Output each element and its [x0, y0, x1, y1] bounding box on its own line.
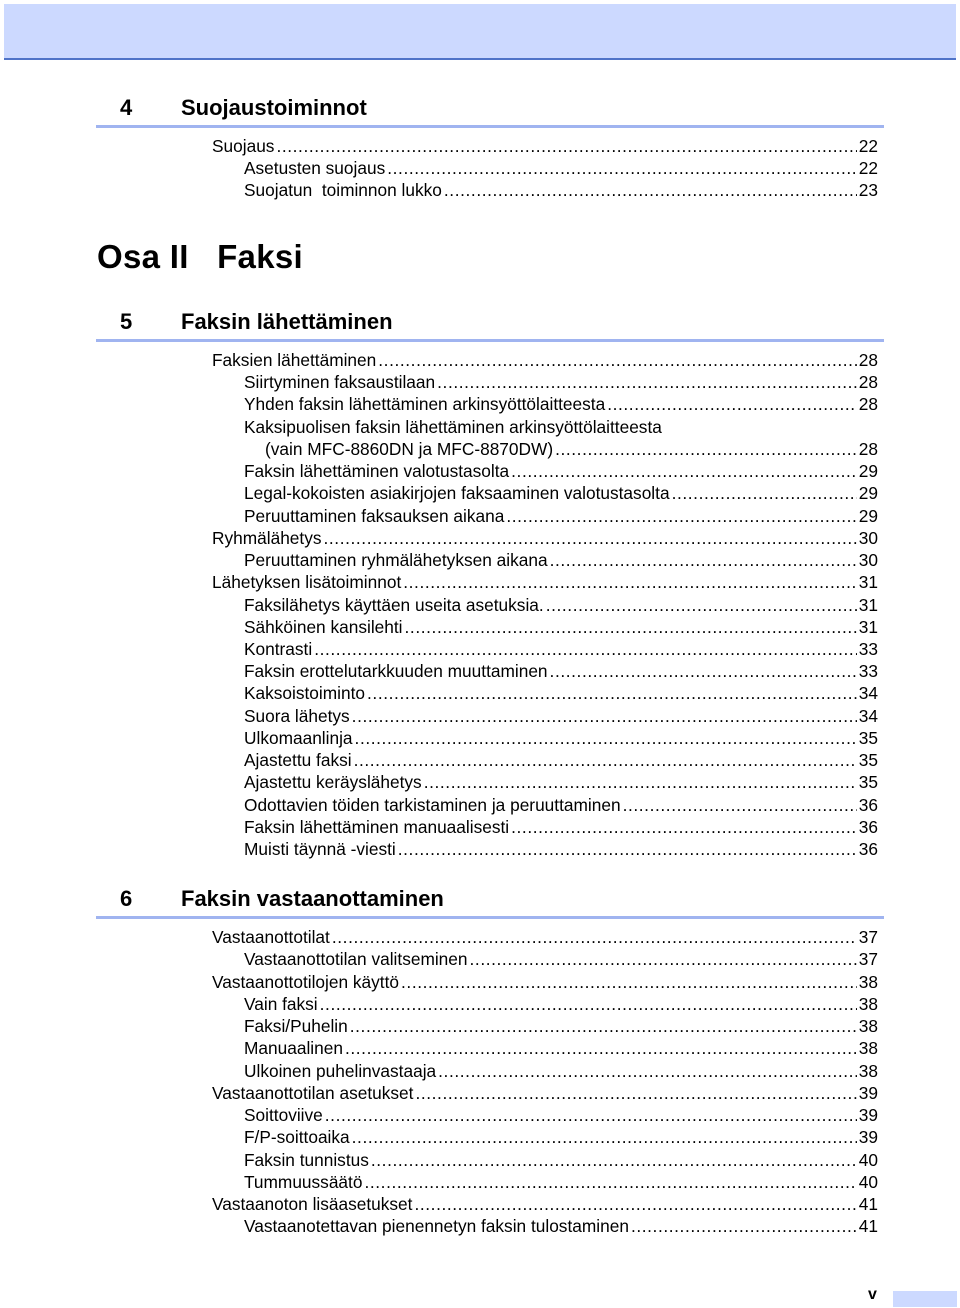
leader-dots [314, 638, 857, 660]
toc-entry[interactable] [244, 393, 878, 415]
toc-entry-label: Vastaanottotilan valitseminen [244, 949, 468, 969]
toc-entry[interactable] [244, 179, 878, 201]
toc-entry[interactable] [212, 926, 878, 948]
toc-entry-page: 41 [858, 1194, 878, 1214]
leader-dots [607, 393, 857, 415]
leader-dots [403, 571, 857, 593]
toc-entry-label: Ajastettu keräyslähetys [244, 772, 422, 792]
toc-entry-page: 33 [858, 661, 878, 681]
toc-entry-label: Tummuussäätö [244, 1172, 363, 1192]
toc-entry[interactable] [244, 371, 878, 393]
toc-entry-label: Soittoviive [244, 1105, 323, 1125]
leader-dots [405, 616, 857, 638]
toc-entry-label: Vastaanoton lisäasetukset [212, 1194, 413, 1214]
leader-dots [378, 349, 857, 371]
leader-dots [324, 527, 857, 549]
leader-dots [506, 505, 856, 527]
toc-entry[interactable] [244, 771, 878, 793]
toc-entry-label: Asetusten suojaus [244, 158, 386, 178]
leader-dots [350, 1015, 857, 1037]
leader-dots [332, 926, 857, 948]
toc-entry[interactable] [244, 705, 878, 727]
toc-entry-page: 35 [858, 728, 878, 748]
toc-entry[interactable] [244, 749, 878, 771]
toc-entry-label: Odottavien töiden tarkistaminen ja peruuttaminen [244, 795, 621, 815]
chapter-title: Faksin vastaanottaminen [181, 886, 444, 911]
toc-entry-label: (vain MFC-8860DN ja MFC-8870DW) [265, 439, 554, 459]
toc-entry[interactable] [244, 993, 878, 1015]
toc-entry-label[interactable]: Kaksipuolisen faksin lähettäminen arkinsyöttölaitteesta [244, 417, 662, 437]
chapter-number: 5 [120, 309, 133, 334]
toc-entry-page: 38 [858, 994, 878, 1014]
toc-entry-label: Vastaanottotilan asetukset [212, 1083, 414, 1103]
leader-dots [414, 1193, 856, 1215]
toc-entry-label: Vastaanottotilat [212, 927, 330, 947]
chapter-number: 6 [120, 886, 133, 911]
toc-entry-page: 28 [858, 372, 878, 392]
toc-entry[interactable] [244, 948, 878, 970]
toc-entry-page: 38 [858, 972, 878, 992]
toc-entry-page: 22 [858, 158, 878, 178]
toc-entry[interactable] [244, 660, 878, 682]
toc-entry-label: Ajastettu faksi [244, 750, 352, 770]
toc-entry-label: Suora lähetys [244, 706, 350, 726]
toc-entry-page: 28 [858, 394, 878, 414]
toc-entry-page: 38 [858, 1061, 878, 1081]
leader-dots [511, 816, 857, 838]
leader-dots [354, 749, 857, 771]
toc-entry-page: 38 [858, 1016, 878, 1036]
toc-entry-page: 31 [858, 595, 878, 615]
toc-entry[interactable] [212, 349, 878, 371]
toc-entry-label: Peruuttaminen faksauksen aikana [244, 506, 505, 526]
toc-entry-page: 29 [858, 461, 878, 481]
leader-dots [623, 794, 857, 816]
toc-entry-page: 36 [858, 795, 878, 815]
toc-entry-page: 40 [858, 1150, 878, 1170]
toc-entry[interactable] [244, 682, 878, 704]
toc-entry-page: 28 [858, 439, 878, 459]
toc-entry[interactable] [244, 1149, 878, 1171]
leader-dots [424, 771, 857, 793]
leader-dots [276, 135, 856, 157]
toc-entry-label: Suojatun toiminnon lukko [244, 180, 442, 200]
leader-dots [631, 1215, 857, 1237]
toc-entry-page: 34 [858, 706, 878, 726]
toc-entry[interactable] [212, 527, 878, 549]
toc-entry[interactable] [244, 727, 878, 749]
toc-entry-page: 22 [858, 136, 878, 156]
toc-entry-label: Vastaanotettavan pienennetyn faksin tulostaminen [244, 1216, 629, 1236]
toc-entry-page: 35 [858, 772, 878, 792]
part-title: Osa II Faksi [97, 238, 303, 275]
toc-entry-label: Siirtyminen faksaustilaan [244, 372, 436, 392]
toc-entry[interactable] [244, 1037, 878, 1059]
leader-dots [367, 682, 857, 704]
chapter-number: 4 [120, 95, 133, 120]
toc-entry-label: Kontrasti [244, 639, 313, 659]
toc-entry[interactable] [244, 1104, 878, 1126]
toc-entry-page: 33 [858, 639, 878, 659]
leader-dots [325, 1104, 857, 1126]
toc-entry-label: Ulkoinen puhelinvastaaja [244, 1061, 437, 1081]
toc-entry-label: Faksin lähettäminen manuaalisesti [244, 817, 510, 837]
toc-entry[interactable] [244, 794, 878, 816]
toc-entry-page: 38 [858, 1038, 878, 1058]
leader-dots [415, 1082, 856, 1104]
toc-entry-label: Lähetyksen lisätoiminnot [212, 572, 402, 592]
leader-dots [555, 438, 857, 460]
leader-dots [352, 705, 857, 727]
leader-dots [550, 549, 857, 571]
leader-dots [364, 1171, 856, 1193]
chapter-heading [96, 309, 884, 342]
page-number: v [868, 1286, 877, 1303]
toc-entry[interactable] [212, 1082, 878, 1104]
toc-entry-label: Manuaalinen [244, 1038, 343, 1058]
leader-dots [550, 660, 857, 682]
toc-entry[interactable] [212, 135, 878, 157]
leader-dots [398, 838, 857, 860]
toc-entry[interactable] [244, 460, 878, 482]
toc-entry[interactable] [244, 1060, 878, 1082]
toc-entry[interactable] [212, 571, 878, 593]
toc-entry-page: 31 [858, 572, 878, 592]
toc-entry-label: Yhden faksin lähettäminen arkinsyöttölaitteesta [244, 394, 606, 414]
toc-entry-label: Faksin erottelutarkkuuden muuttaminen [244, 661, 548, 681]
leader-dots [352, 1126, 857, 1148]
leader-dots [320, 993, 857, 1015]
toc-entry-label: Legal-kokoisten asiakirjojen faksaaminen valotustasolta [244, 483, 670, 503]
toc-entry-page: 40 [858, 1172, 878, 1192]
toc-entry-page: 41 [858, 1216, 878, 1236]
toc-entry-label: Vain faksi [244, 994, 318, 1014]
toc-entry[interactable] [244, 1171, 878, 1193]
toc-entry-page: 29 [858, 506, 878, 526]
toc-entry[interactable] [244, 549, 878, 571]
toc-entry[interactable] [244, 816, 878, 838]
toc-entry-label: Peruuttaminen ryhmälähetyksen aikana [244, 550, 548, 570]
toc-entry[interactable] [244, 638, 878, 660]
toc-entry-page: 39 [858, 1083, 878, 1103]
header-band [4, 4, 956, 60]
toc-entry-page: 39 [858, 1127, 878, 1147]
toc-entry-label: Ulkomaanlinja [244, 728, 353, 748]
toc-entry-label: Faksin lähettäminen valotustasolta [244, 461, 510, 481]
toc-entry-page: 23 [858, 180, 878, 200]
toc-entry-page: 31 [858, 617, 878, 637]
toc-entry[interactable] [244, 1215, 878, 1237]
toc-entry-label: Vastaanottotilojen käyttö [212, 972, 400, 992]
toc-entry-page: 36 [858, 817, 878, 837]
toc-entry-page: 35 [858, 750, 878, 770]
chapter-title: Suojaustoiminnot [181, 95, 367, 120]
leader-dots [511, 460, 857, 482]
toc-entry-label: Faksilähetys käyttäen useita asetuksia. [244, 595, 544, 615]
toc-entry-page: 28 [858, 350, 878, 370]
toc-entry[interactable] [244, 838, 878, 860]
toc-entry[interactable] [244, 505, 878, 527]
toc-entry-label: Ryhmälähetys [212, 528, 322, 548]
toc-entry[interactable] [244, 616, 878, 638]
toc-entry[interactable] [212, 1193, 878, 1215]
toc-entry[interactable] [244, 1015, 878, 1037]
footer-tab [893, 1291, 957, 1307]
toc-entry[interactable] [265, 438, 878, 460]
toc-entry[interactable] [244, 1126, 878, 1148]
toc-entry-page: 34 [858, 683, 878, 703]
chapter-heading [96, 95, 884, 128]
chapter-title: Faksin lähettäminen [181, 309, 393, 334]
chapter-heading [96, 886, 884, 919]
toc-entry-label: Muisti täynnä -viesti [244, 839, 396, 859]
toc-entry[interactable] [244, 157, 878, 179]
toc-entry-page: 37 [858, 927, 878, 947]
toc-entry-page: 30 [858, 528, 878, 548]
toc-entry-label: Faksien lähettäminen [212, 350, 377, 370]
leader-dots [437, 371, 857, 393]
leader-dots [444, 179, 857, 201]
toc-entry[interactable] [244, 594, 878, 616]
toc-entry-page: 30 [858, 550, 878, 570]
toc-entry-label: F/P-soittoaika [244, 1127, 350, 1147]
leader-dots [371, 1149, 857, 1171]
toc-entry-page: 36 [858, 839, 878, 859]
toc-entry[interactable] [212, 971, 878, 993]
toc-entry-label: Faksin tunnistus [244, 1150, 369, 1170]
toc-entry-page: 37 [858, 949, 878, 969]
leader-dots [355, 727, 857, 749]
leader-dots [438, 1060, 857, 1082]
leader-dots [470, 948, 857, 970]
leader-dots [387, 157, 857, 179]
toc-entry-page: 39 [858, 1105, 878, 1125]
leader-dots [672, 482, 857, 504]
toc-entry-page: 29 [858, 483, 878, 503]
toc-entry-label: Sähköinen kansilehti [244, 617, 403, 637]
toc-entry-label: Kaksoistoiminto [244, 683, 366, 703]
leader-dots [345, 1037, 857, 1059]
toc-entry-label: Suojaus [212, 136, 275, 156]
leader-dots [401, 971, 857, 993]
toc-entry-label: Faksi/Puhelin [244, 1016, 348, 1036]
leader-dots [546, 594, 857, 616]
toc-entry[interactable] [244, 482, 878, 504]
